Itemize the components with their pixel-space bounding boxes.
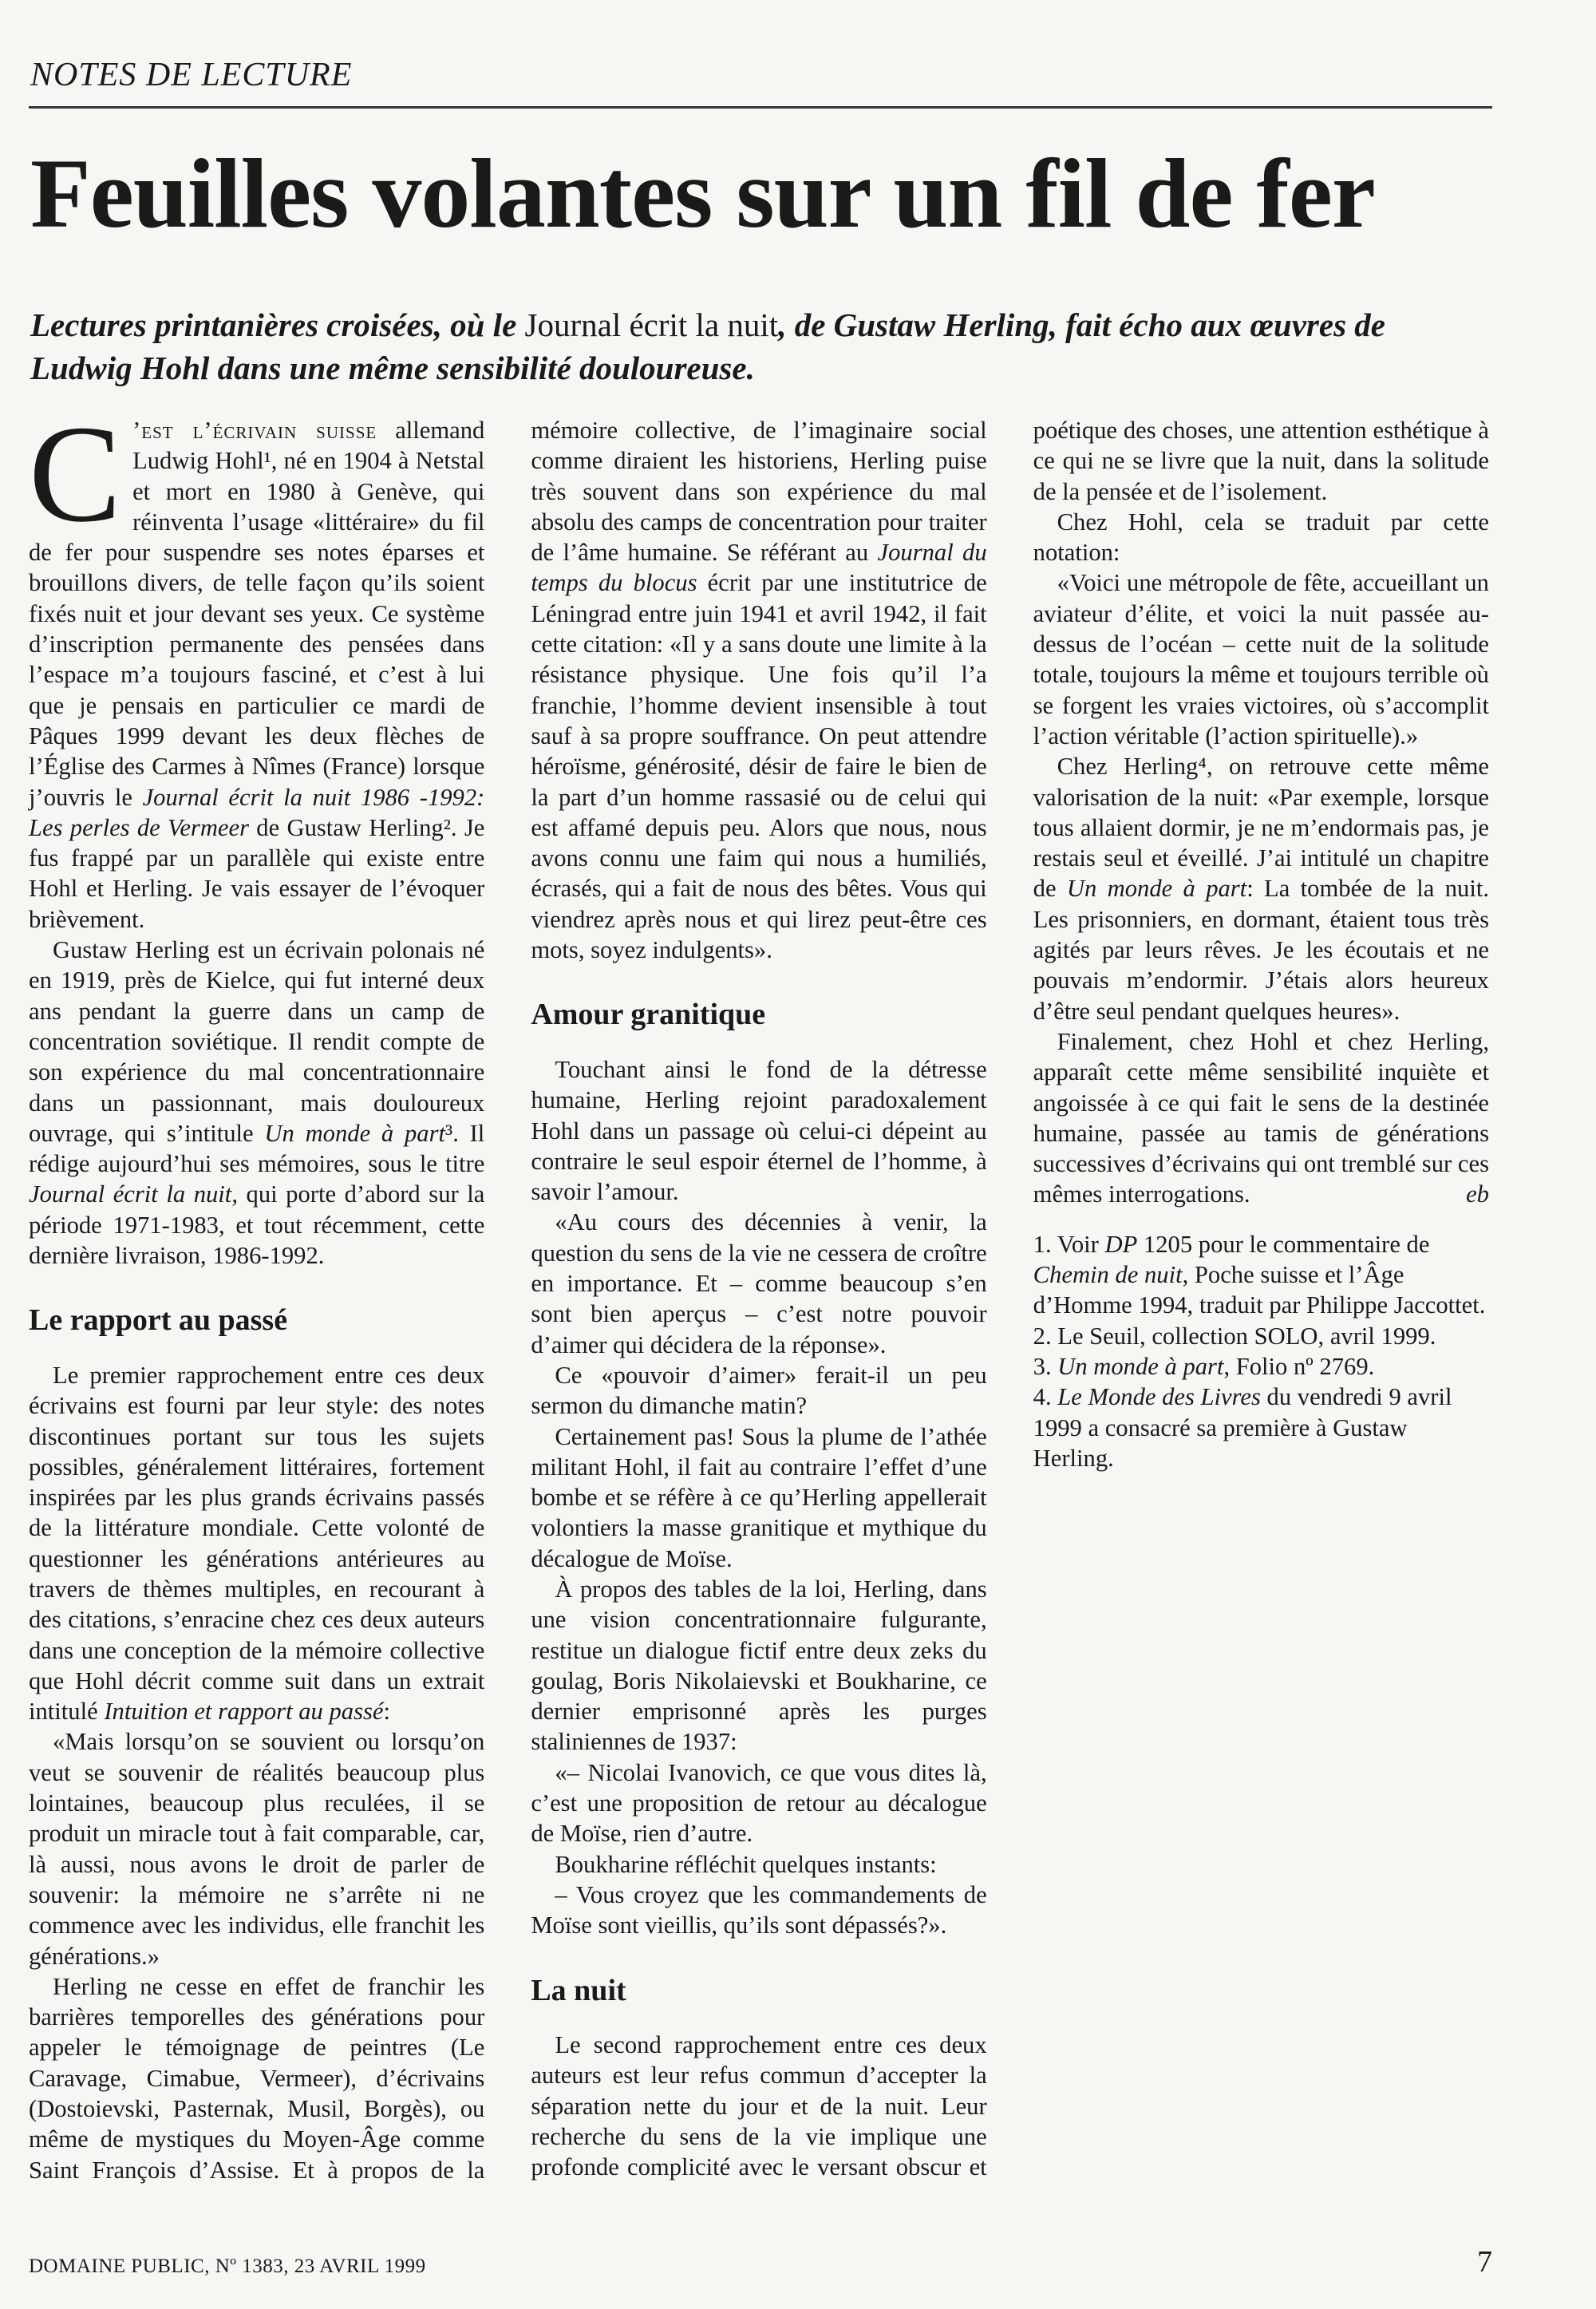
book-title: Un monde à part — [1057, 1352, 1224, 1380]
paragraph: Touchant ainsi le fond de la détresse humaine, Herling rejoint paradoxalement Hohl dans un passage où celui-ci dépeint au contraire le seul espoir éternel de l’homme, à savoir l’amour. — [531, 1055, 987, 1206]
footnote-3 — [1033, 1351, 1489, 1382]
paragraph: – Vous croyez que les commandements de Moïse sont vieillis, qu’ils sont dépassés?». — [531, 1880, 987, 1939]
article-title: Feuilles volantes sur un fil de fer — [30, 139, 1375, 248]
text: 4. — [1033, 1383, 1058, 1411]
text: Gustaw Herling est un écrivain polonais né en 1919, près de Kielce, qui fut interné deux ans pendant la guerre dans un camp de concentration soviétique. Il rendit compte de son expérience du mal concentrationnaire dans un passionnant, mais douloureux ouvrage, qui s’intitule — [29, 936, 485, 1147]
journal-abbrev: DP — [1104, 1230, 1138, 1258]
subheading-nuit: La nuit — [531, 1973, 626, 2007]
paragraph: Chez Hohl, cela se traduit par cette notation: — [1033, 508, 1489, 567]
text: , Folio nº 2769. — [1223, 1352, 1375, 1380]
footnote-1 — [1033, 1229, 1489, 1321]
book-title: Un monde à part — [264, 1119, 446, 1147]
article-body — [29, 397, 1489, 2203]
footnotes — [1033, 1229, 1489, 1473]
standfirst-text: Lectures printanières croisées, où le — [30, 306, 525, 343]
standfirst-text: , de Gustaw Herling, fait écho aux œuvres de Ludwig Hohl dans une même sensibilité douloureuse. — [30, 306, 1385, 387]
book-title: Intuition et rapport au passé — [104, 1698, 384, 1726]
paragraph: «Mais lorsqu’on se souvient ou lorsqu’on veut se souvenir de réalités beaucoup plus lointaines, beaucoup plus reculées, il se produit un miracle tout à fait comparable, car, là aussi, nous avons le droit de parler de souvenir: la mémoire ne s’arrête ni ne commence avec les individus, elle franchit les générations.» — [29, 1728, 485, 1970]
standfirst — [30, 303, 1483, 389]
book-title: Le Monde des Livres — [1057, 1383, 1261, 1411]
paragraph: «– Nicolai Ivanovich, ce que vous dites là, c’est une proposition de retour au décalogue de Moïse, rien d’autre. — [531, 1758, 987, 1848]
paragraph: Certainement pas! Sous la plume de l’athée militant Hohl, il fait au contraire l’effet d’une bombe et se réfère à ce qu’Herling appellerait volontiers la masse granitique et mythique du décalogue de Moïse. — [531, 1422, 987, 1572]
text: Chez Herling⁴, on retrouve cette même valorisation de la nuit: «Par exemple, lorsque tous allaient dormir, je ne m’endormais pas, je restais seul et éveillé. J’ai intitulé un chapitre de — [1033, 753, 1489, 903]
text: 1205 pour le commentaire de — [1137, 1230, 1430, 1258]
text: , qui porte d’abord sur la période 1971-1983, et tout récemment, cette dernière livraison, 1986-1992. — [29, 1180, 485, 1270]
paragraph: Boukharine réfléchit quelques instants: — [555, 1850, 937, 1878]
section-rubric: NOTES DE LECTURE — [30, 57, 353, 93]
paragraph: Le second rapprochement entre ces deux auteurs est leur refus commun d’accepter la séparation nette du jour et de la nuit. Leur recherche du sens de la vie implique une profonde complicité avec le versant obscur et poétique des choses, une attention esthétique à ce qui ne se livre que la nuit, dans la solitude de la pensée et de l’isolement. — [531, 417, 1489, 2181]
paragraph — [29, 397, 485, 935]
book-title: Journal écrit la nuit — [29, 1180, 232, 1208]
paragraph — [29, 935, 484, 1271]
text: Herling ne cesse en effet de franchir les barrières temporelles des générations pour appeler le témoignage de peintres (Le Caravage, Cimabue, Vermeer), d’écrivains (Dostoievski, Pasternak, Musil, Borgès), ou même de mystiques du Moyen-Âge comme Saint François d’Assise. Et à propos de la mémoire collective, de l’imaginaire social comme diraient les historiens, Herling puise très souvent dans son expérience du mal absolu des camps de concentration pour traiter de l’âme humaine. Se référant au — [29, 417, 987, 2184]
text: écrit par une institutrice de Léningrad entre juin 1941 et avril 1942, il fait cette citation: «Il y a sans doute une limite à la résistance physique. Une fois qu’il l’a franchie, l’homme devient insensible à tout sauf à sa propre souffrance. On peut attendre héroïsme, générosité, désir de faire le bien de la part d’un homme rassasié ou de celui qui est affamé depuis peu. Alors que nous, nous avons connu une faim qui nous a humiliés, écrasés, qui a fait de nous des bêtes. Vous qui viendrez après nous et qui lirez peut-être ces mots, soyez indulgents». — [531, 569, 987, 964]
text: , Poche suisse et l’Âge d’Homme 1994, traduit par Philippe Jaccottet. — [1033, 1261, 1486, 1319]
text: : — [383, 1698, 390, 1726]
text: de Gustaw Herling². Je fus frappé par un parallèle qui existe entre Hohl et Herling. Je vais essayer de l’évoquer brièvement. — [29, 813, 485, 933]
text: du vendredi 9 avril 1999 a consacré sa première à Gustaw Herling. — [1033, 1383, 1452, 1472]
text: 3. — [1033, 1352, 1058, 1380]
paragraph: À propos des tables de la loi, Herling, dans une vision concentrationnaire fulgurante, restitue un dialogue fictif entre deux zeks du goulag, Boris Nikolaievski et Boukharine, ce dernier emprisonné après les purges staliniennes de 1937: — [531, 1575, 987, 1756]
book-title: Journal du temps du blocus — [531, 539, 987, 597]
text: allemand Ludwig Hohl¹, né en 1904 à Netstal et mort en 1980 à Genève, qui réinventa l’usage «littéraire» du fil de fer pour suspendre ses notes éparses et brouillons divers, de telle façon qu’ils soient fixés nuit et jour devant ses yeux. Ce système d’inscription permanente des pensées dans l’espace m’a toujours fasciné, et c’est à lui que je pensais en particulier ce mardi de Pâques 1999 devant les deux flèches de l’Église des Carmes à Nîmes (France) lorsque j’ouvris le — [29, 417, 485, 811]
paragraph: «Au cours des décennies à venir, la question du sens de la vie ne cessera de croître en importance. Et – comme beaucoup s’en sont bien aperçus – c’est notre pouvoir d’aimer qui décidera de la réponse». — [531, 1208, 987, 1358]
lead-in: ’est l’écrivain suisse — [132, 417, 377, 444]
header-rule — [29, 106, 1492, 109]
footnote-2: 2. Le Seuil, collection SOLO, avril 1999. — [1033, 1322, 1436, 1350]
issue-info: DOMAINE PUBLIC, Nº 1383, 23 AVRIL 1999 — [29, 2256, 426, 2277]
author-signature: eb — [1466, 1180, 1489, 1208]
text: ³. Il rédige aujourd’hui ses mémoires, sous le titre — [29, 1119, 485, 1178]
text: : La tombée de la nuit. Les prisonniers, en dormant, étaient tous très agités par leurs rêves. Je les écoutais et ne pouvais m’endormir. J’étais alors heureux d’être seul pendant quelques heures». — [1033, 875, 1489, 1025]
page-number: 7 — [1477, 2245, 1492, 2279]
book-title: Journal écrit la nuit 1986 -1992: Les perles de Vermeer — [29, 783, 485, 841]
text: Finalement, chez Hohl et chez Herling, apparaît cette même sensibilité inquiète et angoissée à ce qui fait le sens de la destinée humaine, passée au tamis de générations successives d’écrivains qui ont tremblé sur ces mêmes interrogations. — [1033, 1027, 1489, 1208]
paragraph: Ce «pouvoir d’aimer» ferait-il un peu sermon du dimanche matin? — [531, 1361, 987, 1420]
book-title: Chemin de nuit — [1033, 1261, 1183, 1289]
paragraph — [1033, 1026, 1489, 1210]
drop-cap: C — [29, 397, 122, 551]
book-title: Un monde à part — [1066, 875, 1247, 903]
standfirst-work-title: Journal écrit la nuit — [524, 306, 779, 343]
paragraph — [1033, 751, 1489, 1026]
footnote-4 — [1033, 1382, 1489, 1473]
text: Le premier rapprochement entre ces deux écrivains est fourni par leur style: des notes discontinues portant sur tous les sujets possibles, généralement littéraires, fortement inspirées par les plus grands écrivains passés de la littérature mondiale. Cette volonté de questionner les générations antérieures au travers de thèmes multiples, en recourant à des citations, s’enracine chez ces deux auteurs dans une conception de la mémoire collective que Hohl décrit comme suit dans un extrait intitulé — [29, 1361, 485, 1726]
paragraph: «Voici une métropole de fête, accueillant un aviateur d’élite, et voici la nuit passée au-dessus de l’océan – cette nuit de la solitude totale, toujours la même et toujours terrible où se forgent les vraies victoires, où s’accomplit l’action véritable (l’action spirituelle).» — [1033, 569, 1489, 749]
subheading-amour: Amour granitique — [531, 998, 766, 1032]
subheading-passe: Le rapport au passé — [29, 1303, 288, 1338]
text: 1. Voir — [1033, 1230, 1105, 1258]
paragraph — [29, 1360, 484, 1727]
